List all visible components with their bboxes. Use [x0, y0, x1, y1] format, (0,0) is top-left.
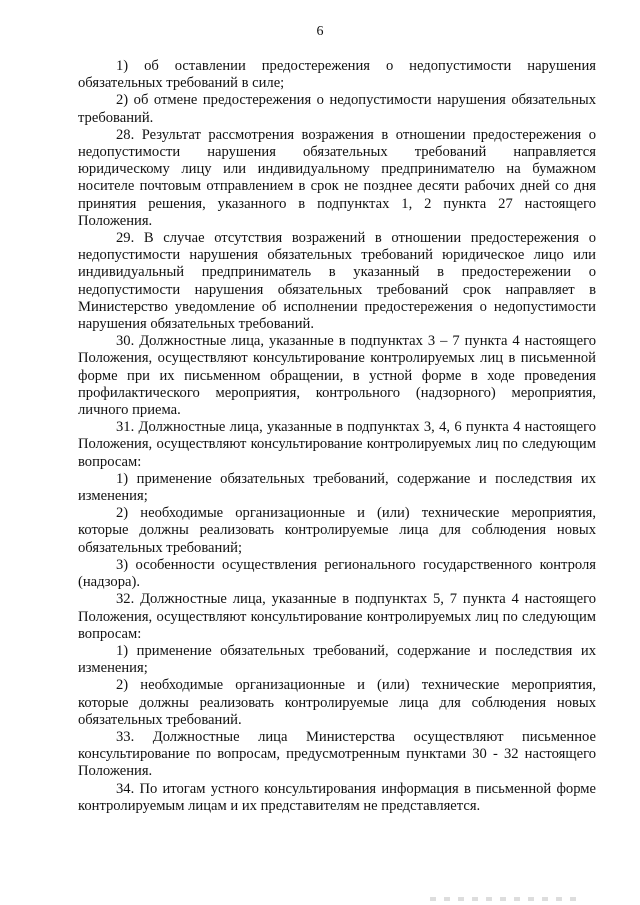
paragraph-30: 30. Должностные лица, указанные в подпунктах 3 – 7 пункта 4 настоящего Положения, осуществляют консультирование контролируемых лиц в письменной форме при их письменном обращении, в устной форме в ходе проведения профилактического мероприятия, контрольного (надзорного) мероприятия, личного приема.	[78, 333, 596, 419]
paragraph-33: 33. Должностные лица Министерства осуществляют письменное консультирование по вопросам, предусмотренным пунктами 30 - 32 настоящего Положения.	[78, 728, 596, 780]
paragraph-29: 29. В случае отсутствия возражений в отношении предостережения о недопустимости нарушения обязательных требований юридическое лицо или индивидуальный предприниматель в указанный в предостережении о недопустимости нарушения обязательных требований срок направляет в Министерство уведомление об исполнении предостережения о недопустимости нарушения обязательных требований.	[78, 230, 596, 333]
paragraph-31-item-1: 1) применение обязательных требований, содержание и последствия их изменения;	[78, 470, 596, 505]
document-body	[78, 58, 596, 815]
paragraph-31-item-3: 3) особенности осуществления регионального государственного контроля (надзора).	[78, 556, 596, 591]
paragraph-32-item-1: 1) применение обязательных требований, содержание и последствия их изменения;	[78, 642, 596, 677]
paragraph-31-item-2: 2) необходимые организационные и (или) технические мероприятия, которые должны реализовать контролируемые лица для соблюдения новых обязательных требований;	[78, 505, 596, 556]
paragraph-28: 28. Результат рассмотрения возражения в отношении предостережения о недопустимости нарушения обязательных требований направляется юридическому лицу или индивидуальному предпринимателю на бумажном носителе почтовым отправлением в срок не позднее десяти рабочих дней со дня принятия решения, указанного в подпунктах 1, 2 пункта 27 настоящего Положения.	[78, 126, 596, 229]
paragraph-31: 31. Должностные лица, указанные в подпунктах 3, 4, 6 пункта 4 настоящего Положения, осуществляют консультирование контролируемых лиц по следующим вопросам:	[78, 419, 596, 470]
subitem-2-cancel-warning: 2) об отмене предостережения о недопустимости нарушения обязательных требований.	[78, 92, 596, 126]
paragraph-32: 32. Должностные лица, указанные в подпунктах 5, 7 пункта 4 настоящего Положения, осуществляют консультирование контролируемых лиц по следующим вопросам:	[78, 591, 596, 642]
paragraph-32-item-2: 2) необходимые организационные и (или) технические мероприятия, которые должны реализовать контролируемые лица для соблюдения новых обязательных требований.	[78, 677, 596, 728]
subitem-1-keep-warning: 1) об оставлении предостережения о недопустимости нарушения обязательных требований в силе;	[78, 58, 596, 92]
paragraph-34: 34. По итогам устного консультирования информация в письменной форме контролируемым лицам и их представителям не представляется.	[78, 780, 596, 814]
page-number: 6	[316, 24, 324, 39]
scan-artifact	[430, 897, 580, 901]
